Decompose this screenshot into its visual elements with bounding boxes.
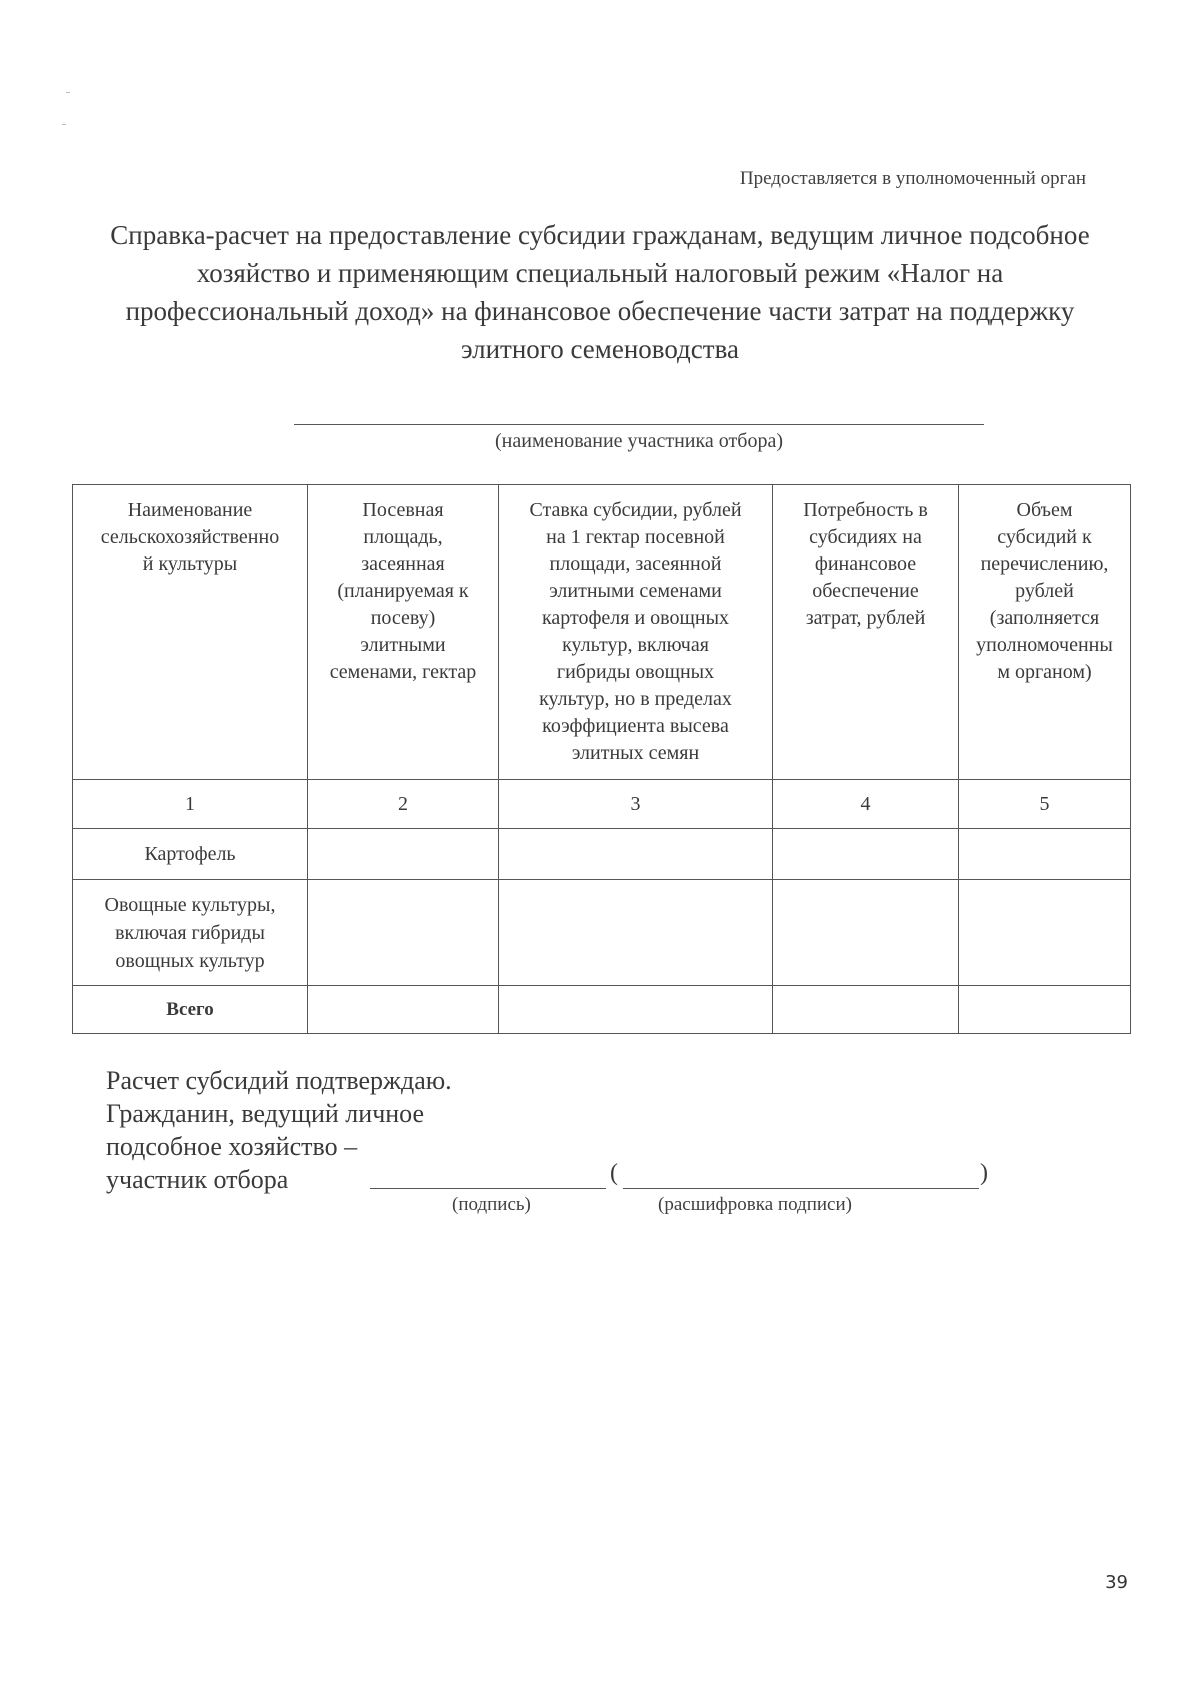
column-number-row [73,780,1131,829]
scan-speck [66,92,70,93]
table-cell[interactable] [499,986,773,1034]
row-label-total: Всего [73,986,308,1034]
table-header-row [73,485,1131,780]
table-cell[interactable] [308,986,499,1034]
confirmation-block [106,1064,452,1196]
subsidy-calculation-table [72,484,1131,1034]
page-number: 39 [1105,1572,1128,1593]
row-label-vegetables: Овощные культуры, включая гибриды овощных культур [73,880,308,986]
scan-speck [62,124,66,125]
submitted-to-note: Предоставляется в уполномоченный орган [739,168,1086,189]
signature-decoding-caption: (расшифровка подписи) [658,1194,852,1215]
confirmation-line: Расчет субсидий подтверждаю. [106,1066,452,1095]
participant-name-line[interactable] [294,424,984,425]
header-crop-name: Наименование сельскохозяйственно й культуры [73,485,308,780]
column-number: 3 [499,780,773,829]
column-number: 5 [959,780,1131,829]
column-number: 2 [308,780,499,829]
confirmation-line: участник отбора [106,1165,289,1194]
table-row-total [73,986,1131,1034]
table-row [73,829,1131,880]
table-row [73,880,1131,986]
signature-caption: (подпись) [452,1194,531,1215]
table-cell[interactable] [773,829,959,880]
confirmation-line: подсобное хозяйство – [106,1132,358,1161]
table-cell[interactable] [773,986,959,1034]
signature-decoding-line[interactable] [623,1188,979,1189]
table-cell[interactable] [773,880,959,986]
title-line: хозяйство и применяющим специальный налоговый режим «Налог на [196,258,1004,288]
signature-line[interactable] [370,1188,606,1189]
table-cell[interactable] [308,880,499,986]
column-number: 1 [73,780,308,829]
document-title [70,216,1130,368]
title-line: профессиональный доход» на финансовое обеспечение части затрат на поддержку [125,296,1075,326]
table-cell[interactable] [499,829,773,880]
participant-name-caption: (наименование участника отбора) [495,430,783,452]
table-cell[interactable] [959,880,1131,986]
header-subsidy-need: Потребность в субсидиях на финансовое обеспечение затрат, рублей [773,485,959,780]
open-paren: ( [610,1160,618,1186]
table-cell[interactable] [959,986,1131,1034]
confirmation-line: Гражданин, ведущий личное [106,1099,425,1128]
header-sown-area: Посевная площадь, засеянная (планируемая к посеву) элитными семенами, гектар [308,485,499,780]
row-label-potato: Картофель [73,829,308,880]
column-number: 4 [773,780,959,829]
close-paren: ) [980,1160,988,1186]
table-cell[interactable] [959,829,1131,880]
header-subsidy-rate: Ставка субсидии, рублей на 1 гектар посевной площади, засеянной элитными семенами картофеля и овощных культур, включая гибриды овощных культур, но в пределах коэффициента высева элитных семян [499,485,773,780]
table-cell[interactable] [499,880,773,986]
title-line: элитного семеноводства [461,334,739,364]
title-line: Справка-расчет на предоставление субсидии гражданам, ведущим личное подсобное [110,220,1090,250]
header-subsidy-transfer: Объем субсидий к перечислению, рублей (заполняется уполномоченны м органом) [959,485,1131,780]
table-cell[interactable] [308,829,499,880]
